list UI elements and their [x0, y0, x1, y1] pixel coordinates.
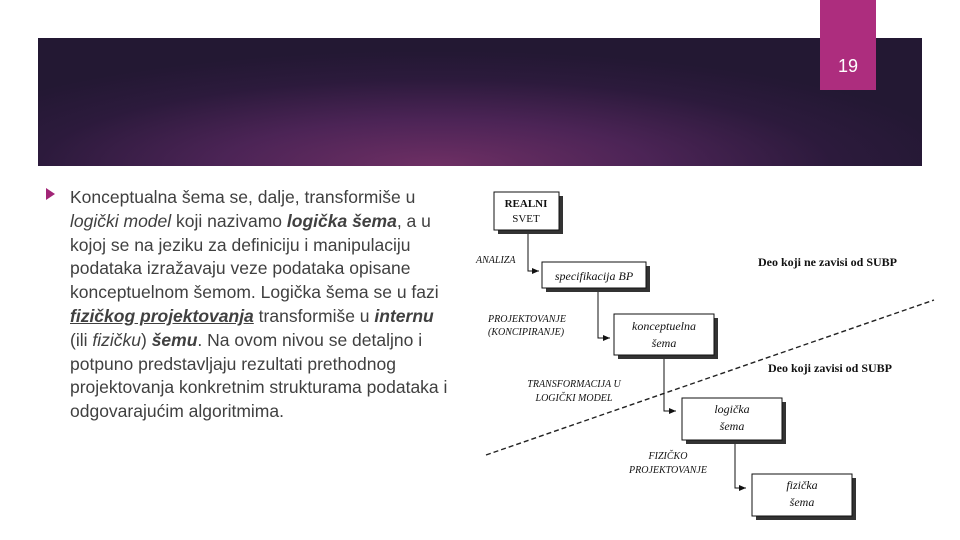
label-analiza: ANALIZA — [476, 255, 516, 266]
text-run: koji nazivamo — [171, 210, 287, 231]
label-projektovanje-fizicko: PROJEKTOVANJE — [629, 465, 707, 476]
text-run: transformiše u — [253, 305, 375, 326]
arrow-spec-to-concept — [598, 290, 610, 338]
box-konceptuelna-line1: konceptuelna — [632, 319, 696, 333]
term-fizicka: fizičku — [92, 329, 141, 350]
text-run: Konceptualna šema se, dalje, transformiše u — [70, 187, 416, 207]
box-logicka-sema — [682, 398, 786, 444]
box-fizicka-line1: fizička — [786, 478, 818, 492]
box-konceptuelna-line2: šema — [651, 336, 677, 350]
box-specifikacija-label: specifikacija BP — [554, 269, 634, 283]
box-realni-svet — [494, 192, 563, 234]
box-fizicka-line2: šema — [789, 495, 815, 509]
box-konceptuelna-sema — [614, 314, 718, 359]
slide-number: 19 — [837, 56, 859, 76]
term-fizicko-projektovanje: fizičkog projektovanja — [70, 305, 254, 326]
text-run: (ili — [70, 329, 93, 350]
label-projektovanje: PROJEKTOVANJE — [488, 314, 566, 325]
arrow-logical-to-physical — [735, 438, 746, 488]
box-realni-svet-line2: SVET — [512, 213, 540, 225]
text-run: ) — [140, 329, 152, 350]
label-logicki-model: LOGIČKI MODEL — [535, 393, 613, 404]
arrow-concept-to-logical — [664, 356, 676, 411]
text-run: , a u kojoj se na jeziku za definiciju i manipulaciju podataka izražavaju veze podataka opisane konceptuelnom šemom. Logička šema se u fazi — [70, 210, 439, 303]
term-logicka-sema: logička šema — [286, 210, 397, 231]
label-fizicko: FIZIČKO — [648, 451, 688, 462]
box-specifikacija — [542, 262, 650, 292]
label-dependent-part: Deo koji zavisi od SUBP — [768, 361, 893, 375]
arrow-real-to-spec — [528, 233, 539, 271]
term-logicki-model: logički model — [70, 210, 172, 231]
term-interna: internu — [374, 305, 434, 326]
text-run: . Na ovom nivou se detaljno i potpuno predstavljaju rezultati prethodnog projektovanja konkretnim strukturama podataka i odgovarajućim algoritmima. — [70, 329, 448, 422]
box-realni-svet-line1: REALNI — [504, 198, 548, 210]
label-koncipiranje: (KONCIPIRANJE) — [488, 327, 565, 338]
label-transformacija: TRANSFORMACIJA U — [527, 379, 621, 390]
box-fizicka-sema — [752, 474, 856, 520]
box-logicka-line2: šema — [719, 419, 745, 433]
box-logicka-line1: logička — [714, 402, 750, 416]
term-sema: šemu — [151, 329, 198, 350]
label-independent-part: Deo koji ne zavisi od SUBP — [758, 255, 898, 269]
